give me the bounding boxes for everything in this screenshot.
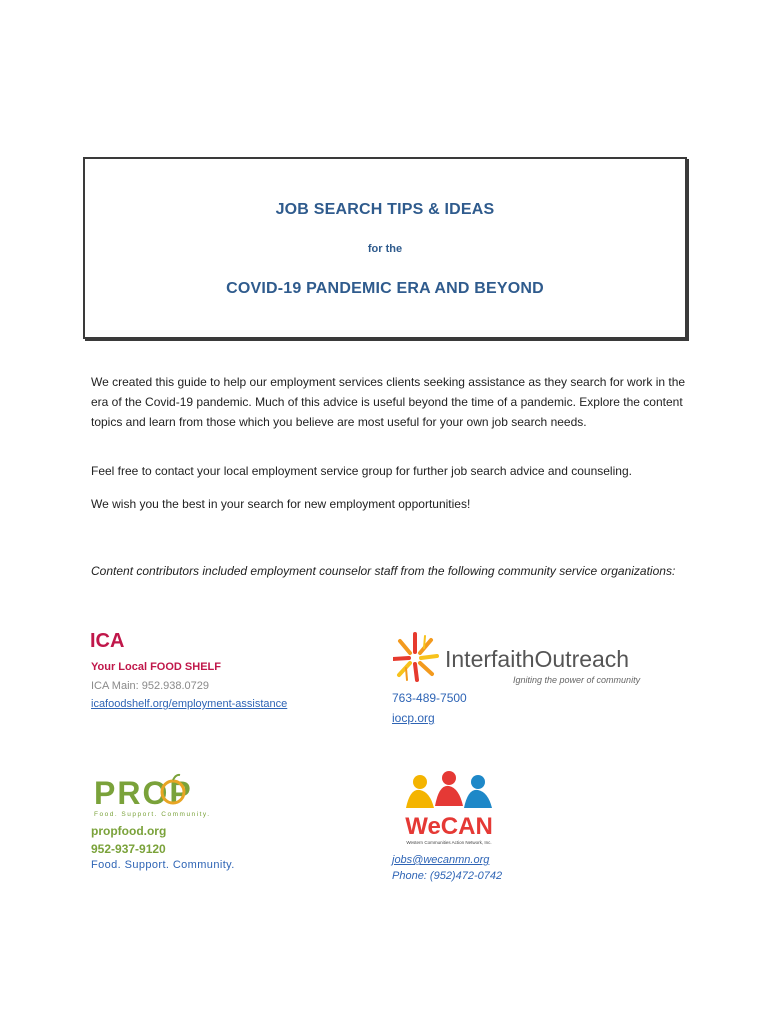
intro-paragraph-1: We created this guide to help our employment services clients seeking assistance as they search for work in the era of the Covid-19 pandemic. Much of this advice is useful beyond the time of a pandemic. Explore the content topics and learn from those which you believe are most useful for your own job search needs.: [91, 375, 686, 429]
interfaith-phone: 763-489-7500: [392, 691, 467, 705]
wecan-phone: Phone: (952)472-0742: [392, 870, 503, 882]
title-connector: for the: [367, 243, 403, 255]
interfaith-logo-text: InterfaithOutreach: [445, 646, 630, 672]
contributors-note: Content contributors included employment counselor staff from the following community service organizations:: [91, 564, 676, 578]
wecan-logo: [398, 768, 500, 850]
ica-link[interactable]: icafoodshelf.org/employment-assistance: [91, 698, 288, 710]
prop-logo-text: PROP: [94, 775, 193, 811]
prop-logo-tagline: Food. Support. Community.: [94, 811, 211, 818]
sunburst-icon: [393, 634, 437, 680]
ica-subtitle: Your Local FOOD SHELF: [91, 661, 221, 673]
wecan-email-link[interactable]: jobs@wecanmn.org: [392, 854, 490, 866]
prop-logo: [92, 772, 212, 820]
ica-name: ICA: [90, 630, 125, 652]
intro-paragraph-3: We wish you the best in your search for new employment opportunities!: [91, 497, 471, 511]
wecan-logo-tagline: Western Communities Action Network, Inc.: [406, 840, 492, 845]
prop-url[interactable]: propfood.org: [91, 824, 167, 838]
interfaith-outreach-logo: [393, 630, 643, 690]
document-subtitle: COVID-19 PANDEMIC ERA AND BEYOND: [226, 280, 544, 297]
intro-paragraph-2: Feel free to contact your local employment service group for further job search advice and counseling.: [91, 464, 632, 478]
prop-phone: 952-937-9120: [91, 842, 166, 856]
interfaith-logo-tagline: Igniting the power of community: [513, 675, 641, 685]
wecan-logo-text: WeCAN: [405, 813, 493, 840]
prop-tagline: Food. Support. Community.: [91, 859, 235, 871]
document-title: JOB SEARCH TIPS & IDEAS: [275, 201, 495, 218]
people-icon: [406, 771, 492, 808]
ica-main-phone: ICA Main: 952.938.0729: [91, 680, 210, 692]
interfaith-link[interactable]: iocp.org: [392, 711, 435, 725]
title-box: [83, 157, 687, 339]
